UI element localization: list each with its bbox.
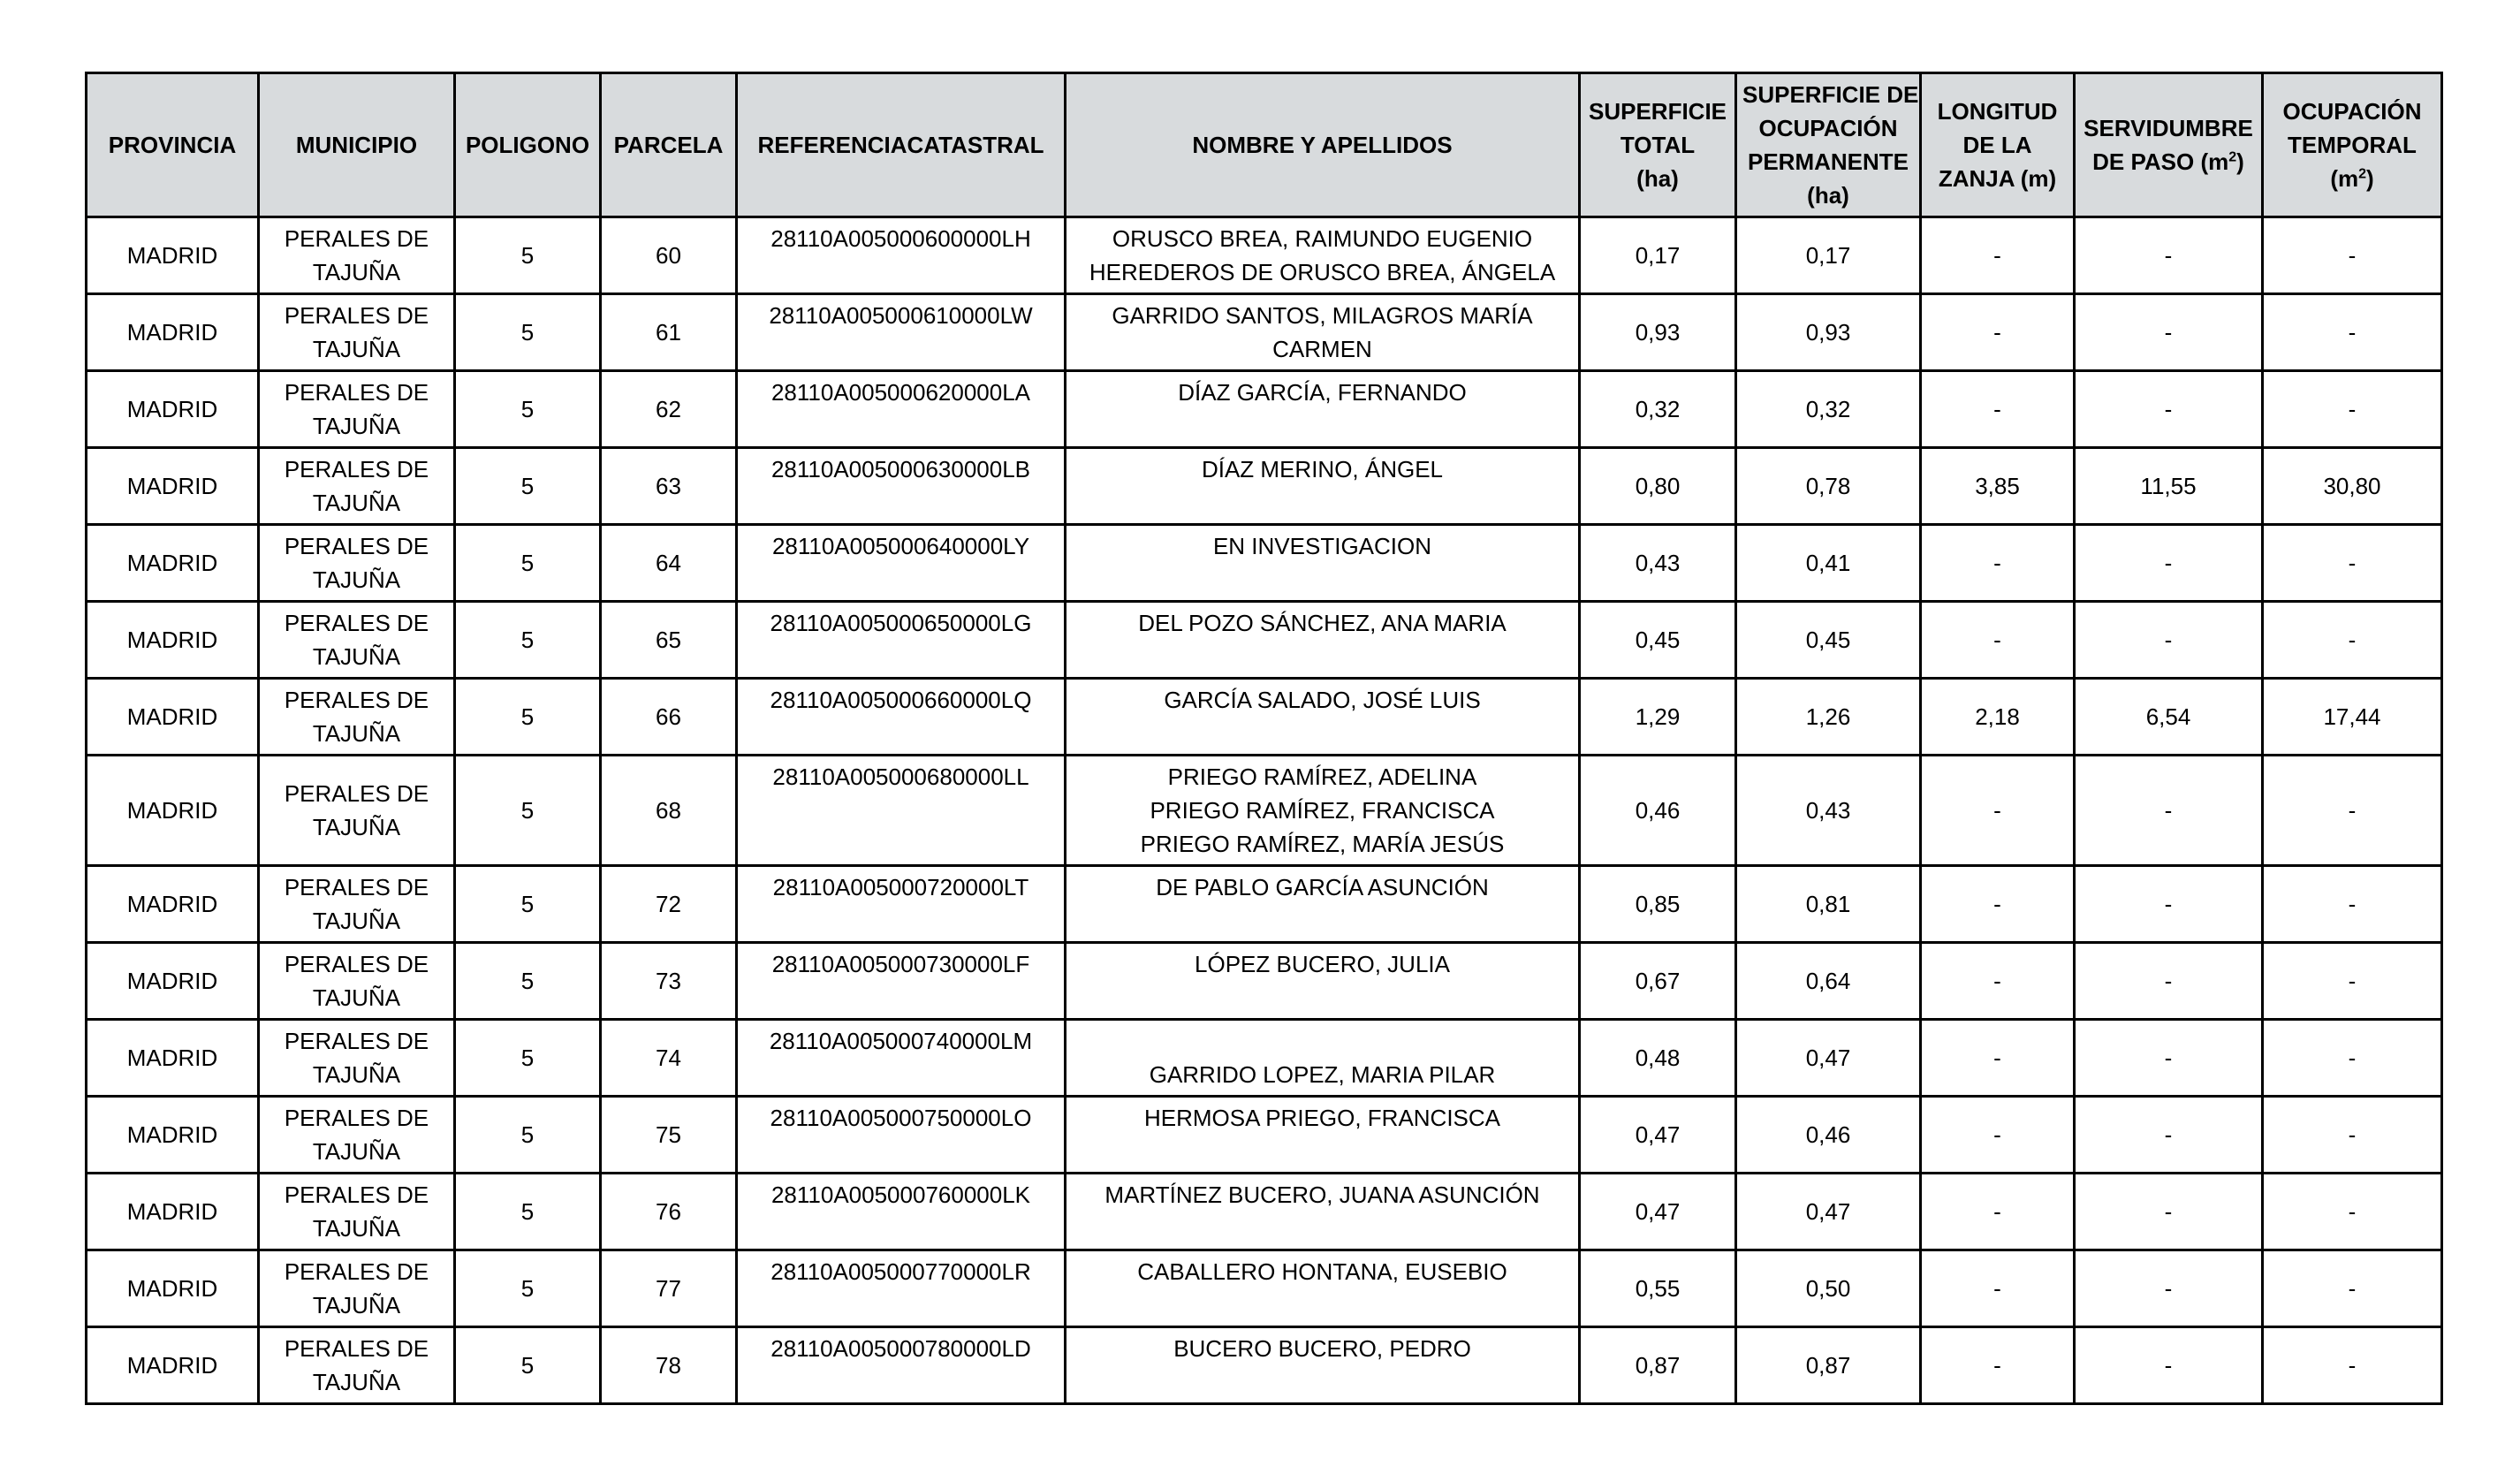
owner-name: DEL POZO SÁNCHEZ, ANA MARIA bbox=[1138, 610, 1507, 636]
cell-nombre bbox=[1066, 525, 1580, 602]
cell-sup_total: 0,80 bbox=[1580, 448, 1736, 525]
cell-poligono: 5 bbox=[455, 525, 601, 602]
header-line: TEMPORAL bbox=[2288, 132, 2417, 158]
cell-provincia: MADRID bbox=[87, 294, 259, 371]
cell-servidumbre: - bbox=[2075, 1250, 2263, 1327]
cell-longitud: - bbox=[1921, 1174, 2075, 1250]
cell-parcela: 62 bbox=[601, 371, 737, 448]
cell-longitud: - bbox=[1921, 866, 2075, 943]
cell-referencia: 28110A005000740000LM bbox=[737, 1020, 1066, 1097]
header-servidumbre bbox=[2075, 73, 2263, 217]
cell-parcela: 74 bbox=[601, 1020, 737, 1097]
cell-sup_ocupacion: 0,93 bbox=[1736, 294, 1921, 371]
table-row bbox=[87, 1250, 2442, 1327]
cell-referencia: 28110A005000760000LK bbox=[737, 1174, 1066, 1250]
cell-sup_total: 0,17 bbox=[1580, 217, 1736, 294]
cell-longitud: - bbox=[1921, 1020, 2075, 1097]
cell-servidumbre: 6,54 bbox=[2075, 679, 2263, 756]
table-row bbox=[87, 294, 2442, 371]
table-row bbox=[87, 866, 2442, 943]
cell-sup_ocupacion: 0,87 bbox=[1736, 1327, 1921, 1404]
owner-name: DE PABLO GARCÍA ASUNCIÓN bbox=[1156, 874, 1489, 900]
cell-nombre bbox=[1066, 1327, 1580, 1404]
owner-name: BUCERO BUCERO, PEDRO bbox=[1173, 1335, 1471, 1362]
owner-name: PRIEGO RAMÍREZ, FRANCISCA bbox=[1150, 797, 1495, 824]
table-header bbox=[87, 73, 2442, 217]
cell-provincia: MADRID bbox=[87, 217, 259, 294]
cell-sup_ocupacion: 1,26 bbox=[1736, 679, 1921, 756]
header-line: (ha) bbox=[1807, 182, 1849, 209]
cell-municipio: PERALES DE TAJUÑA bbox=[259, 943, 455, 1020]
cell-ocupacion_temporal: - bbox=[2263, 943, 2442, 1020]
cell-referencia: 28110A005000620000LA bbox=[737, 371, 1066, 448]
owner-name: PRIEGO RAMÍREZ, ADELINA bbox=[1167, 764, 1477, 790]
cell-longitud: 2,18 bbox=[1921, 679, 2075, 756]
cell-municipio: PERALES DE TAJUÑA bbox=[259, 525, 455, 602]
table-row bbox=[87, 756, 2442, 866]
owner-name: DÍAZ MERINO, ÁNGEL bbox=[1201, 456, 1444, 482]
cell-poligono: 5 bbox=[455, 1250, 601, 1327]
cell-nombre bbox=[1066, 943, 1580, 1020]
owner-name: HEREDEROS DE ORUSCO BREA, ÁNGELA bbox=[1089, 259, 1556, 285]
header-line: ZANJA (m) bbox=[1938, 165, 2057, 192]
table-row bbox=[87, 217, 2442, 294]
header-line: DE LA bbox=[1962, 132, 2032, 158]
cell-ocupacion_temporal: - bbox=[2263, 371, 2442, 448]
cell-referencia: 28110A005000750000LO bbox=[737, 1097, 1066, 1174]
owner-name: GARRIDO SANTOS, MILAGROS MARÍA CARMEN bbox=[1112, 302, 1533, 362]
cell-sup_total: 0,45 bbox=[1580, 602, 1736, 679]
header-poligono bbox=[455, 73, 601, 217]
cell-servidumbre: - bbox=[2075, 756, 2263, 866]
cell-longitud: - bbox=[1921, 943, 2075, 1020]
cell-poligono: 5 bbox=[455, 866, 601, 943]
header-line: PROVINCIA bbox=[108, 132, 237, 158]
cell-sup_ocupacion: 0,17 bbox=[1736, 217, 1921, 294]
cell-sup_ocupacion: 0,32 bbox=[1736, 371, 1921, 448]
cell-ocupacion_temporal: - bbox=[2263, 294, 2442, 371]
cell-municipio: PERALES DE TAJUÑA bbox=[259, 866, 455, 943]
cell-sup_total: 0,55 bbox=[1580, 1250, 1736, 1327]
cell-parcela: 66 bbox=[601, 679, 737, 756]
cell-servidumbre: - bbox=[2075, 866, 2263, 943]
cell-nombre bbox=[1066, 1097, 1580, 1174]
owner-name: HERMOSA PRIEGO, FRANCISCA bbox=[1143, 1105, 1501, 1131]
cell-ocupacion_temporal: - bbox=[2263, 217, 2442, 294]
cell-servidumbre: - bbox=[2075, 1327, 2263, 1404]
cell-nombre bbox=[1066, 1174, 1580, 1250]
header-longitud bbox=[1921, 73, 2075, 217]
header-line: SUPERFICIE DE bbox=[1742, 81, 1919, 108]
owner-name: GARCÍA SALADO, JOSÉ LUIS bbox=[1164, 687, 1481, 713]
header-line: TOTAL bbox=[1620, 132, 1696, 158]
superscript: 2 bbox=[2358, 166, 2366, 182]
header-line: PERMANENTE bbox=[1747, 148, 1909, 175]
cell-poligono: 5 bbox=[455, 602, 601, 679]
header-line: MUNICIPIO bbox=[295, 132, 418, 158]
cell-ocupacion_temporal: - bbox=[2263, 1097, 2442, 1174]
cell-sup_total: 0,93 bbox=[1580, 294, 1736, 371]
cell-parcela: 63 bbox=[601, 448, 737, 525]
table-row bbox=[87, 679, 2442, 756]
cell-sup_total: 0,47 bbox=[1580, 1097, 1736, 1174]
cell-municipio: PERALES DE TAJUÑA bbox=[259, 756, 455, 866]
header-line: OCUPACIÓN bbox=[1758, 115, 1898, 141]
cell-municipio: PERALES DE TAJUÑA bbox=[259, 448, 455, 525]
owner-name: LÓPEZ BUCERO, JULIA bbox=[1195, 951, 1450, 977]
cell-parcela: 65 bbox=[601, 602, 737, 679]
header-line: NOMBRE Y APELLIDOS bbox=[1192, 132, 1453, 158]
cell-provincia: MADRID bbox=[87, 1327, 259, 1404]
table-body bbox=[87, 217, 2442, 1404]
cell-nombre bbox=[1066, 679, 1580, 756]
cell-provincia: MADRID bbox=[87, 866, 259, 943]
cell-sup_total: 0,85 bbox=[1580, 866, 1736, 943]
cell-sup_ocupacion: 0,50 bbox=[1736, 1250, 1921, 1327]
cell-referencia: 28110A005000730000LF bbox=[737, 943, 1066, 1020]
cell-nombre bbox=[1066, 1250, 1580, 1327]
owner-name: MARTÍNEZ BUCERO, JUANA ASUNCIÓN bbox=[1104, 1181, 1540, 1208]
cell-municipio: PERALES DE TAJUÑA bbox=[259, 1020, 455, 1097]
table-row bbox=[87, 1327, 2442, 1404]
header-ocupacion_temporal bbox=[2263, 73, 2442, 217]
cell-parcela: 78 bbox=[601, 1327, 737, 1404]
cell-nombre bbox=[1066, 217, 1580, 294]
cell-sup_total: 0,46 bbox=[1580, 756, 1736, 866]
cell-sup_ocupacion: 0,45 bbox=[1736, 602, 1921, 679]
cell-sup_total: 0,48 bbox=[1580, 1020, 1736, 1097]
cell-sup_ocupacion: 0,41 bbox=[1736, 525, 1921, 602]
cell-provincia: MADRID bbox=[87, 1097, 259, 1174]
table-row bbox=[87, 448, 2442, 525]
owner-name: GARRIDO LOPEZ, MARIA PILAR bbox=[1149, 1061, 1496, 1088]
cell-ocupacion_temporal: - bbox=[2263, 525, 2442, 602]
cell-municipio: PERALES DE TAJUÑA bbox=[259, 679, 455, 756]
cell-poligono: 5 bbox=[455, 1097, 601, 1174]
cell-parcela: 76 bbox=[601, 1174, 737, 1250]
cell-nombre bbox=[1066, 756, 1580, 866]
cell-referencia: 28110A005000600000LH bbox=[737, 217, 1066, 294]
cell-poligono: 5 bbox=[455, 448, 601, 525]
header-line: SERVIDUMBRE bbox=[2084, 115, 2253, 141]
parcel-table bbox=[85, 72, 2443, 1405]
cell-sup_ocupacion: 0,47 bbox=[1736, 1174, 1921, 1250]
cell-parcela: 60 bbox=[601, 217, 737, 294]
owner-name: ORUSCO BREA, RAIMUNDO EUGENIO bbox=[1112, 225, 1533, 252]
cell-provincia: MADRID bbox=[87, 943, 259, 1020]
header-line: (ha) bbox=[1636, 165, 1679, 192]
table-row bbox=[87, 1020, 2442, 1097]
header-sup_ocupacion bbox=[1736, 73, 1921, 217]
cell-referencia: 28110A005000610000LW bbox=[737, 294, 1066, 371]
cell-servidumbre: - bbox=[2075, 602, 2263, 679]
cell-servidumbre: - bbox=[2075, 371, 2263, 448]
cell-servidumbre: - bbox=[2075, 943, 2263, 1020]
cell-municipio: PERALES DE TAJUÑA bbox=[259, 1250, 455, 1327]
cell-sup_ocupacion: 0,64 bbox=[1736, 943, 1921, 1020]
cell-sup_ocupacion: 0,43 bbox=[1736, 756, 1921, 866]
superscript: 2 bbox=[2228, 149, 2237, 165]
cell-municipio: PERALES DE TAJUÑA bbox=[259, 294, 455, 371]
header-parcela bbox=[601, 73, 737, 217]
table-row bbox=[87, 1174, 2442, 1250]
cell-parcela: 73 bbox=[601, 943, 737, 1020]
cell-ocupacion_temporal: - bbox=[2263, 756, 2442, 866]
cell-ocupacion_temporal: - bbox=[2263, 1250, 2442, 1327]
table-row bbox=[87, 525, 2442, 602]
cell-sup_ocupacion: 0,81 bbox=[1736, 866, 1921, 943]
cell-referencia: 28110A005000680000LL bbox=[737, 756, 1066, 866]
cell-referencia: 28110A005000660000LQ bbox=[737, 679, 1066, 756]
header-line: LONGITUD bbox=[1937, 98, 2058, 125]
cell-servidumbre: - bbox=[2075, 1020, 2263, 1097]
cell-longitud: - bbox=[1921, 525, 2075, 602]
cell-referencia: 28110A005000770000LR bbox=[737, 1250, 1066, 1327]
cell-ocupacion_temporal: - bbox=[2263, 1327, 2442, 1404]
cell-poligono: 5 bbox=[455, 371, 601, 448]
table-row bbox=[87, 371, 2442, 448]
cell-referencia: 28110A005000640000LY bbox=[737, 525, 1066, 602]
cell-provincia: MADRID bbox=[87, 371, 259, 448]
cell-sup_total: 1,29 bbox=[1580, 679, 1736, 756]
cell-ocupacion_temporal: - bbox=[2263, 866, 2442, 943]
cell-provincia: MADRID bbox=[87, 448, 259, 525]
cell-municipio: PERALES DE TAJUÑA bbox=[259, 602, 455, 679]
cell-longitud: 3,85 bbox=[1921, 448, 2075, 525]
cell-poligono: 5 bbox=[455, 1020, 601, 1097]
header-referencia bbox=[737, 73, 1066, 217]
cell-servidumbre: - bbox=[2075, 217, 2263, 294]
cell-poligono: 5 bbox=[455, 679, 601, 756]
cell-sup_ocupacion: 0,47 bbox=[1736, 1020, 1921, 1097]
table-row bbox=[87, 1097, 2442, 1174]
cell-servidumbre: - bbox=[2075, 1097, 2263, 1174]
cell-ocupacion_temporal: 17,44 bbox=[2263, 679, 2442, 756]
header-municipio bbox=[259, 73, 455, 217]
cell-ocupacion_temporal: - bbox=[2263, 1020, 2442, 1097]
cell-parcela: 72 bbox=[601, 866, 737, 943]
cell-municipio: PERALES DE TAJUÑA bbox=[259, 1327, 455, 1404]
cell-sup_ocupacion: 0,46 bbox=[1736, 1097, 1921, 1174]
cell-provincia: MADRID bbox=[87, 679, 259, 756]
cell-longitud: - bbox=[1921, 1250, 2075, 1327]
cell-poligono: 5 bbox=[455, 943, 601, 1020]
header-line: POLIGONO bbox=[465, 132, 590, 158]
cell-longitud: - bbox=[1921, 217, 2075, 294]
cell-nombre bbox=[1066, 1020, 1580, 1097]
cell-nombre bbox=[1066, 448, 1580, 525]
cell-municipio: PERALES DE TAJUÑA bbox=[259, 1097, 455, 1174]
header-line: DE PASO $(m^2)$ bbox=[2092, 148, 2244, 175]
owner-name: PRIEGO RAMÍREZ, MARÍA JESÚS bbox=[1140, 831, 1505, 857]
cell-poligono: 5 bbox=[455, 1327, 601, 1404]
cell-provincia: MADRID bbox=[87, 1250, 259, 1327]
owner-name: EN INVESTIGACION bbox=[1212, 533, 1432, 559]
cell-sup_ocupacion: 0,78 bbox=[1736, 448, 1921, 525]
cell-sup_total: 0,32 bbox=[1580, 371, 1736, 448]
cell-provincia: MADRID bbox=[87, 756, 259, 866]
cell-nombre bbox=[1066, 294, 1580, 371]
owner-name: DÍAZ GARCÍA, FERNANDO bbox=[1178, 379, 1467, 406]
cell-servidumbre: - bbox=[2075, 294, 2263, 371]
cell-provincia: MADRID bbox=[87, 1020, 259, 1097]
cell-longitud: - bbox=[1921, 756, 2075, 866]
cell-parcela: 64 bbox=[601, 525, 737, 602]
cell-poligono: 5 bbox=[455, 217, 601, 294]
cell-longitud: - bbox=[1921, 602, 2075, 679]
cell-poligono: 5 bbox=[455, 1174, 601, 1250]
cell-longitud: - bbox=[1921, 1097, 2075, 1174]
header-provincia bbox=[87, 73, 259, 217]
header-line: OCUPACIÓN bbox=[2282, 98, 2422, 125]
cell-sup_total: 0,47 bbox=[1580, 1174, 1736, 1250]
cell-ocupacion_temporal: - bbox=[2263, 602, 2442, 679]
cell-parcela: 68 bbox=[601, 756, 737, 866]
cell-sup_total: 0,43 bbox=[1580, 525, 1736, 602]
cell-nombre bbox=[1066, 371, 1580, 448]
cell-ocupacion_temporal: 30,80 bbox=[2263, 448, 2442, 525]
cell-parcela: 75 bbox=[601, 1097, 737, 1174]
cell-longitud: - bbox=[1921, 1327, 2075, 1404]
cell-poligono: 5 bbox=[455, 294, 601, 371]
cell-provincia: MADRID bbox=[87, 525, 259, 602]
cell-referencia: 28110A005000720000LT bbox=[737, 866, 1066, 943]
header-nombre bbox=[1066, 73, 1580, 217]
table-row bbox=[87, 943, 2442, 1020]
table-row bbox=[87, 602, 2442, 679]
cell-sup_total: 0,87 bbox=[1580, 1327, 1736, 1404]
header-line: $(m^2)$ bbox=[2330, 165, 2374, 192]
cell-poligono: 5 bbox=[455, 756, 601, 866]
cell-servidumbre: 11,55 bbox=[2075, 448, 2263, 525]
cell-parcela: 61 bbox=[601, 294, 737, 371]
header-line: SUPERFICIE bbox=[1588, 98, 1727, 125]
header-row bbox=[87, 73, 2442, 217]
cell-servidumbre: - bbox=[2075, 525, 2263, 602]
cell-municipio: PERALES DE TAJUÑA bbox=[259, 371, 455, 448]
cell-nombre bbox=[1066, 866, 1580, 943]
header-line: PARCELA bbox=[613, 132, 724, 158]
cell-referencia: 28110A005000650000LG bbox=[737, 602, 1066, 679]
cell-parcela: 77 bbox=[601, 1250, 737, 1327]
header-line: REFERENCIACATASTRAL bbox=[757, 132, 1044, 158]
cell-municipio: PERALES DE TAJUÑA bbox=[259, 217, 455, 294]
cell-provincia: MADRID bbox=[87, 1174, 259, 1250]
cell-longitud: - bbox=[1921, 371, 2075, 448]
owner-name: CABALLERO HONTANA, EUSEBIO bbox=[1137, 1258, 1507, 1285]
cell-sup_total: 0,67 bbox=[1580, 943, 1736, 1020]
cell-ocupacion_temporal: - bbox=[2263, 1174, 2442, 1250]
cell-servidumbre: - bbox=[2075, 1174, 2263, 1250]
cell-nombre bbox=[1066, 602, 1580, 679]
header-sup_total bbox=[1580, 73, 1736, 217]
cell-referencia: 28110A005000780000LD bbox=[737, 1327, 1066, 1404]
cell-provincia: MADRID bbox=[87, 602, 259, 679]
cell-municipio: PERALES DE TAJUÑA bbox=[259, 1174, 455, 1250]
cell-referencia: 28110A005000630000LB bbox=[737, 448, 1066, 525]
cell-longitud: - bbox=[1921, 294, 2075, 371]
